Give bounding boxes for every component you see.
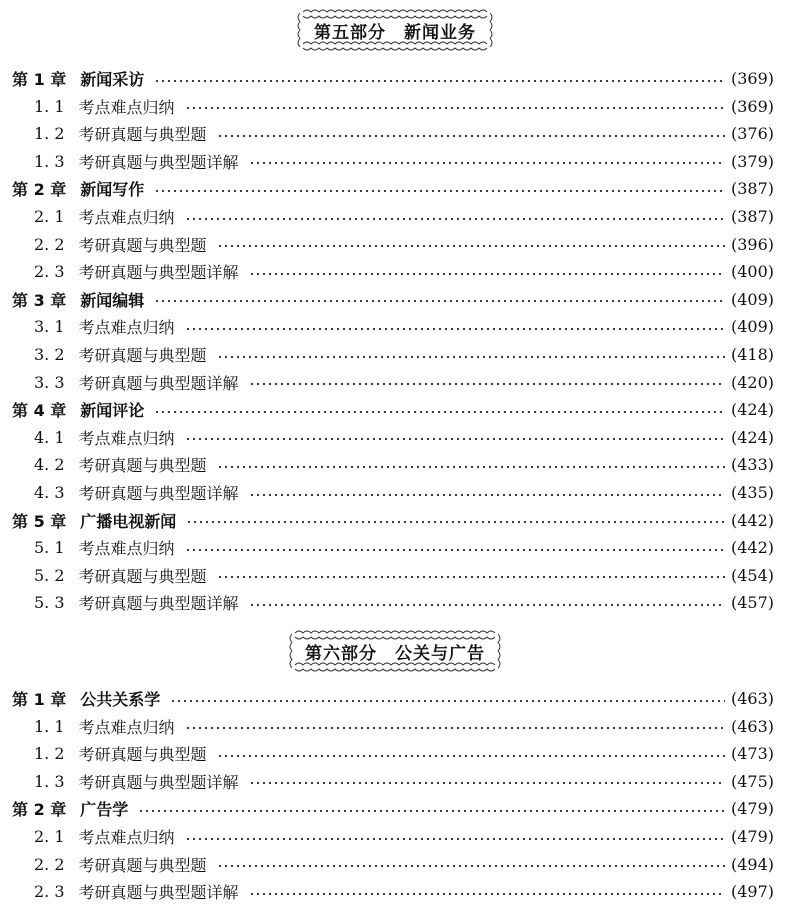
- dot-leader: [217, 131, 725, 141]
- toc-chapter-row[interactable]: [0, 685, 790, 712]
- dot-leader: [249, 490, 725, 500]
- dot-leader: [185, 434, 725, 444]
- section-title: 考研真题与典型题详解: [78, 772, 239, 792]
- section-number: 1. 2: [34, 124, 65, 144]
- page-number: (420): [730, 372, 774, 392]
- dot-leader: [249, 778, 725, 788]
- section-title: 考点难点归纳: [78, 428, 175, 448]
- page-number: (409): [730, 317, 774, 337]
- section-number: 1. 3: [34, 771, 65, 791]
- section-number: 4. 1: [34, 427, 65, 447]
- page-number: (475): [730, 771, 774, 791]
- toc-chapter-row[interactable]: [0, 175, 790, 202]
- section-title: 考研真题与典型题: [78, 125, 207, 145]
- dot-leader: [217, 751, 725, 761]
- page-number: (433): [730, 455, 774, 475]
- page-number: (457): [730, 593, 774, 613]
- section-number: 2. 3: [34, 882, 65, 902]
- dot-leader: [217, 462, 725, 472]
- chapter-number: 第 1 章: [12, 690, 67, 709]
- page-number: (454): [730, 565, 774, 585]
- section-number: 1. 1: [34, 96, 65, 116]
- dot-leader: [185, 103, 725, 113]
- section-title: 考研真题与典型题详解: [78, 594, 239, 614]
- dot-leader: [185, 834, 725, 844]
- page-number: (463): [730, 716, 774, 736]
- chapter-title: 新闻评论: [80, 401, 145, 421]
- page-number: (424): [730, 400, 774, 420]
- page-number: (442): [730, 538, 774, 558]
- part-banner: [0, 7, 790, 53]
- chapter-title: 新闻编辑: [80, 290, 145, 310]
- section-title: 考研真题与典型题: [78, 456, 207, 476]
- section-title: 考研真题与典型题详解: [78, 373, 239, 393]
- toc-chapter-row[interactable]: [0, 65, 790, 92]
- chapter-number: 第 2 章: [12, 180, 67, 200]
- chapter-title: 广播电视新闻: [80, 511, 177, 531]
- section-number: 5. 3: [34, 593, 65, 613]
- dot-leader: [249, 269, 725, 279]
- page-number: (497): [730, 882, 774, 902]
- section-title: 考研真题与典型题详解: [78, 883, 239, 903]
- section-number: 4. 2: [34, 455, 65, 475]
- toc-section-row[interactable]: [0, 589, 790, 616]
- toc-section-row[interactable]: [0, 562, 790, 589]
- section-title: 考研真题与典型题: [78, 346, 207, 365]
- section-number: 1. 1: [34, 716, 65, 736]
- page-number: (418): [730, 345, 774, 364]
- section-title: 考研真题与典型题: [78, 745, 207, 765]
- dot-leader: [154, 407, 725, 417]
- dot-leader: [217, 352, 725, 362]
- page-number: (369): [730, 69, 774, 88]
- page-number: (396): [730, 234, 774, 254]
- section-number: 3. 1: [34, 317, 65, 337]
- section-title: 考研真题与典型题: [78, 855, 207, 875]
- toc-chapter-row[interactable]: [0, 507, 790, 534]
- section-number: 2. 1: [34, 827, 65, 846]
- part-title: 第五部分 新闻业务: [314, 22, 476, 43]
- page-number: (435): [730, 483, 774, 502]
- toc-section-row[interactable]: [0, 451, 790, 478]
- page-number: (479): [730, 799, 774, 819]
- toc-section-row[interactable]: [0, 231, 790, 258]
- toc-section-row[interactable]: [0, 740, 790, 767]
- section-title: 考研真题与典型题详解: [78, 484, 239, 503]
- section-title: 考点难点归纳: [78, 208, 175, 227]
- toc-section-row[interactable]: [0, 148, 790, 175]
- part-title: 第六部分 公关与广告: [305, 643, 485, 664]
- chapter-number: 第 2 章: [12, 800, 67, 820]
- chapter-number: 第 4 章: [12, 401, 67, 421]
- dot-leader: [154, 296, 725, 306]
- section-number: 3. 2: [34, 345, 65, 364]
- section-number: 5. 1: [34, 538, 65, 558]
- toc-chapter-row[interactable]: [0, 396, 790, 423]
- page-number: (387): [730, 207, 774, 226]
- section-title: 考点难点归纳: [78, 97, 175, 117]
- toc-section-row[interactable]: [0, 341, 790, 368]
- toc-section-row[interactable]: [0, 823, 790, 850]
- toc-chapter-row[interactable]: [0, 795, 790, 822]
- toc-section-row[interactable]: [0, 120, 790, 147]
- section-title: 考研真题与典型题详解: [78, 263, 239, 283]
- dot-leader: [185, 723, 725, 733]
- dot-leader: [185, 545, 725, 555]
- toc-section-row[interactable]: [0, 424, 790, 451]
- chapter-title: 广告学: [80, 800, 129, 820]
- toc-chapter-row[interactable]: [0, 286, 790, 313]
- dot-leader: [154, 186, 725, 196]
- toc-section-row[interactable]: [0, 768, 790, 795]
- page-number: (442): [730, 510, 774, 530]
- dot-leader: [138, 806, 725, 816]
- section-number: 2. 1: [34, 207, 65, 226]
- section-title: 考研真题与典型题: [78, 566, 207, 586]
- section-number: 3. 3: [34, 372, 65, 392]
- page-number: (387): [730, 179, 774, 199]
- part-banner: [0, 628, 790, 674]
- dot-leader: [217, 241, 725, 251]
- toc-section-row[interactable]: [0, 369, 790, 396]
- dot-leader: [249, 889, 725, 899]
- toc-section-row[interactable]: [0, 258, 790, 285]
- dot-leader: [170, 696, 725, 706]
- chapter-number: 第 5 章: [12, 511, 67, 531]
- section-number: 2. 3: [34, 262, 65, 282]
- chapter-title: 新闻写作: [80, 180, 145, 200]
- dot-leader: [249, 600, 725, 610]
- dot-leader: [217, 572, 725, 582]
- toc-section-row[interactable]: [0, 878, 790, 905]
- chapter-title: 新闻采访: [80, 70, 145, 89]
- page-number: (409): [730, 289, 774, 309]
- toc-section-row[interactable]: [0, 479, 790, 506]
- toc-section-row[interactable]: [0, 713, 790, 740]
- section-title: 考点难点归纳: [78, 828, 175, 847]
- toc-section-row[interactable]: [0, 313, 790, 340]
- section-title: 考研真题与典型题详解: [78, 152, 239, 172]
- section-number: 2. 2: [34, 854, 65, 874]
- toc-section-row[interactable]: [0, 534, 790, 561]
- page-number: (369): [730, 96, 774, 116]
- page-number: (424): [730, 427, 774, 447]
- dot-leader: [249, 158, 725, 168]
- section-number: 1. 2: [34, 744, 65, 764]
- toc-section-row[interactable]: [0, 851, 790, 878]
- section-title: 考研真题与典型题: [78, 235, 207, 255]
- dot-leader: [154, 76, 725, 86]
- section-number: 5. 2: [34, 565, 65, 585]
- chapter-title: 公共关系学: [80, 690, 161, 709]
- section-number: 4. 3: [34, 483, 65, 502]
- section-number: 2. 2: [34, 234, 65, 254]
- dot-leader: [217, 861, 725, 871]
- toc-section-row[interactable]: [0, 203, 790, 230]
- section-number: 1. 3: [34, 151, 65, 171]
- section-title: 考点难点归纳: [78, 717, 175, 737]
- dot-leader: [185, 214, 725, 224]
- dot-leader: [186, 517, 725, 527]
- page-number: (376): [730, 124, 774, 144]
- chapter-number: 第 3 章: [12, 290, 67, 310]
- toc-section-row[interactable]: [0, 93, 790, 120]
- dot-leader: [185, 324, 725, 334]
- page-number: (400): [730, 262, 774, 282]
- page-number: (479): [730, 827, 774, 846]
- page-number: (463): [730, 689, 774, 708]
- page-number: (473): [730, 744, 774, 764]
- dot-leader: [249, 379, 725, 389]
- chapter-number: 第 1 章: [12, 70, 67, 89]
- section-title: 考点难点归纳: [78, 539, 175, 559]
- page-number: (494): [730, 854, 774, 874]
- section-title: 考点难点归纳: [78, 318, 175, 338]
- page-number: (379): [730, 151, 774, 171]
